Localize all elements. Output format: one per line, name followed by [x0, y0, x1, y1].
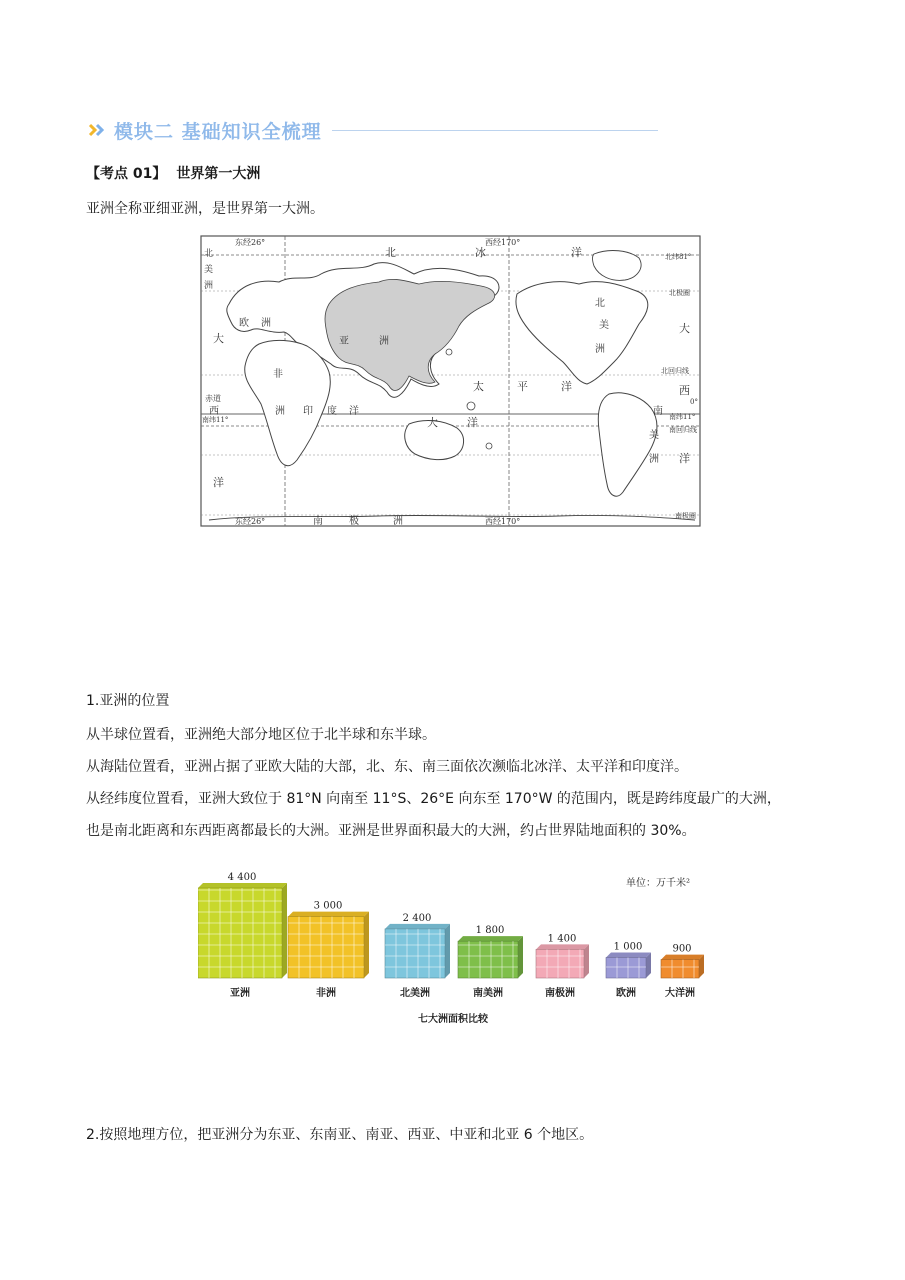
chart-value-label: 900 — [672, 943, 692, 955]
map-label-west170-top: 西经170° — [485, 238, 521, 247]
chart-bar-side — [282, 883, 287, 978]
kaodian-heading — [86, 163, 260, 183]
chart-bar — [606, 953, 651, 978]
map-label-beimei-left-2: 美 — [204, 265, 214, 275]
map-label-beimei-left-3: 洲 — [204, 281, 214, 291]
chart-value-label: 3 000 — [313, 900, 343, 912]
map-label-nanji-2: 极 — [349, 516, 359, 527]
chart-category-label: 欧洲 — [616, 988, 636, 999]
chart-bar-front — [536, 949, 584, 978]
chart-bar — [385, 924, 450, 978]
chart-bar-front — [385, 929, 445, 978]
section2-heading: 2.按照地理方位，把亚洲分为东亚、东南亚、南亚、西亚、中亚和北亚 6 个地区。 — [86, 1127, 594, 1143]
chart-svg — [198, 858, 708, 1026]
map-label-south-cancer-right: 南回归线 — [669, 426, 697, 434]
section1-p2: 从海陆位置看，亚洲占据了亚欧大陆的大部，北、东、南三面依次濒临北冰洋、太平洋和印度洋。 — [86, 759, 688, 775]
chart-bar-front — [198, 888, 282, 978]
chart-category-label: 亚洲 — [230, 988, 250, 999]
chart-bar-top — [288, 912, 369, 917]
map-label-yazhou-1: 亚 — [339, 336, 349, 347]
chart-bar-front — [661, 960, 699, 978]
intro-text: 亚洲全称亚细亚洲，是世界第一大洲。 — [86, 201, 324, 217]
map-label-yazhou-2: 洲 — [379, 336, 389, 347]
kaodian-title: 世界第一大洲 — [176, 166, 261, 182]
map-label-yindu-1: 印 — [303, 406, 313, 417]
map-label-feizhou-1: 非 — [273, 369, 283, 380]
continent-area-chart — [198, 858, 708, 1026]
chart-bar-top — [606, 953, 651, 958]
map-label-beibing-2: 冰 — [475, 246, 486, 259]
map-label-yang-left: 洋 — [213, 476, 224, 489]
chart-category-label: 北美洲 — [400, 988, 430, 999]
map-label-beimei-right-1: 北 — [595, 298, 605, 309]
chart-category-label: 南极洲 — [545, 988, 575, 999]
map-label-da-right: 大 — [679, 322, 690, 335]
chart-bar-front — [606, 958, 646, 978]
map-label-feizhou-2: 洲 — [275, 406, 285, 417]
module-title: 模块二 基础知识全梳理 — [114, 120, 322, 143]
map-label-south-polar: 南极圈 — [675, 512, 696, 520]
chart-bar — [288, 912, 369, 978]
map-label-south11-right: 南纬11° — [669, 413, 696, 421]
chart-bar-top — [661, 955, 704, 960]
map-label-beibing-3: 洋 — [571, 246, 582, 259]
map-label-beibing-1: 北 — [385, 246, 396, 259]
map-label-yindu-2: 度 — [327, 406, 337, 417]
map-label-beiji: 北极圈 — [669, 289, 690, 297]
section1-p1: 从半球位置看，亚洲绝大部分地区位于北半球和东半球。 — [86, 727, 436, 743]
chart-bar-top — [198, 883, 287, 888]
chart-category-label: 南美洲 — [473, 988, 503, 999]
map-label-nanji-3: 洲 — [393, 516, 403, 527]
chart-bar — [458, 936, 523, 978]
chart-value-label: 4 400 — [227, 872, 257, 883]
map-label-nanji-1: 南 — [313, 516, 323, 527]
chart-title: 七大洲面积比较 — [418, 1014, 488, 1025]
chart-value-label: 1 800 — [475, 925, 505, 937]
map-label-beimei-right-3: 洲 — [595, 344, 605, 355]
section1-p3b: 也是南北距离和东西距离都最长的大洲。亚洲是世界面积最大的大洲，约占世界陆地面积的 30%。 — [86, 823, 696, 839]
chart-bar-front — [458, 941, 518, 978]
map-label-taiping-2: 平 — [517, 380, 528, 393]
map-label-ouzhou-2: 洲 — [261, 318, 271, 329]
map-label-equator-right: 0° — [690, 398, 698, 406]
chart-bar-side — [518, 936, 523, 978]
map-label-east26-bottom: 东经26° — [235, 517, 266, 526]
map-label-taiping-1: 太 — [473, 380, 484, 393]
map-label-nanmei-2: 美 — [649, 430, 659, 441]
map-label-south-left: 南纬11° — [202, 416, 229, 424]
map-label-xi-right: 西 — [679, 384, 690, 397]
chart-category-label: 非洲 — [316, 988, 336, 999]
map-label-east26-top: 东经26° — [235, 238, 266, 247]
map-label-dayang-1: 大 — [427, 416, 438, 429]
chart-bar — [536, 944, 589, 978]
chart-bar — [661, 955, 704, 978]
map-label-west170-bottom: 西经170° — [485, 517, 521, 526]
module-header — [88, 116, 668, 144]
map-label-xi-left: 西 — [209, 406, 219, 417]
map-label-nanmei-1: 南 — [653, 406, 663, 417]
map-label-beimei-left-1: 北 — [204, 249, 214, 259]
chart-bar-top — [536, 944, 589, 949]
world-map — [199, 234, 702, 530]
section1-p3a: 从经纬度位置看，亚洲大致位于 81°N 向南至 11°S、26°E 向东至 170°W 的范围内，既是跨纬度最广的大洲， — [86, 791, 781, 807]
chart-bar-side — [364, 912, 369, 978]
chart-value-label: 2 400 — [402, 912, 432, 924]
section1-heading: 1.亚洲的位置 — [86, 693, 170, 709]
map-label-dayang-2: 洋 — [467, 416, 478, 429]
chart-unit: 单位：万千米² — [625, 878, 690, 889]
map-label-north-cancer: 北回归线 — [661, 367, 689, 375]
map-label-taiping-3: 洋 — [561, 380, 572, 393]
map-label-ouzhou-1: 欧 — [239, 318, 249, 329]
world-map-figure — [199, 234, 702, 530]
chart-category-label: 大洋洲 — [665, 988, 695, 999]
map-label-nanmei-3: 洲 — [649, 454, 659, 465]
header-divider — [332, 130, 658, 131]
chart-bar-top — [458, 936, 523, 941]
map-label-beimei-right-2: 美 — [599, 320, 609, 331]
chart-bar-side — [584, 944, 589, 978]
map-label-north81: 北纬81° — [665, 253, 692, 261]
chart-bar — [198, 883, 287, 978]
double-chevron-icon — [88, 120, 108, 140]
chart-bar-top — [385, 924, 450, 929]
map-label-yang-right: 洋 — [679, 452, 690, 465]
chart-value-label: 1 000 — [613, 941, 643, 953]
map-label-equator-left: 赤道 — [205, 394, 221, 403]
kaodian-tag: 【考点 01】 — [86, 166, 167, 182]
chart-value-label: 1 400 — [547, 933, 577, 945]
map-label-yindu-3: 洋 — [349, 406, 359, 417]
map-label-da-left: 大 — [213, 332, 224, 345]
chart-bar-side — [445, 924, 450, 978]
